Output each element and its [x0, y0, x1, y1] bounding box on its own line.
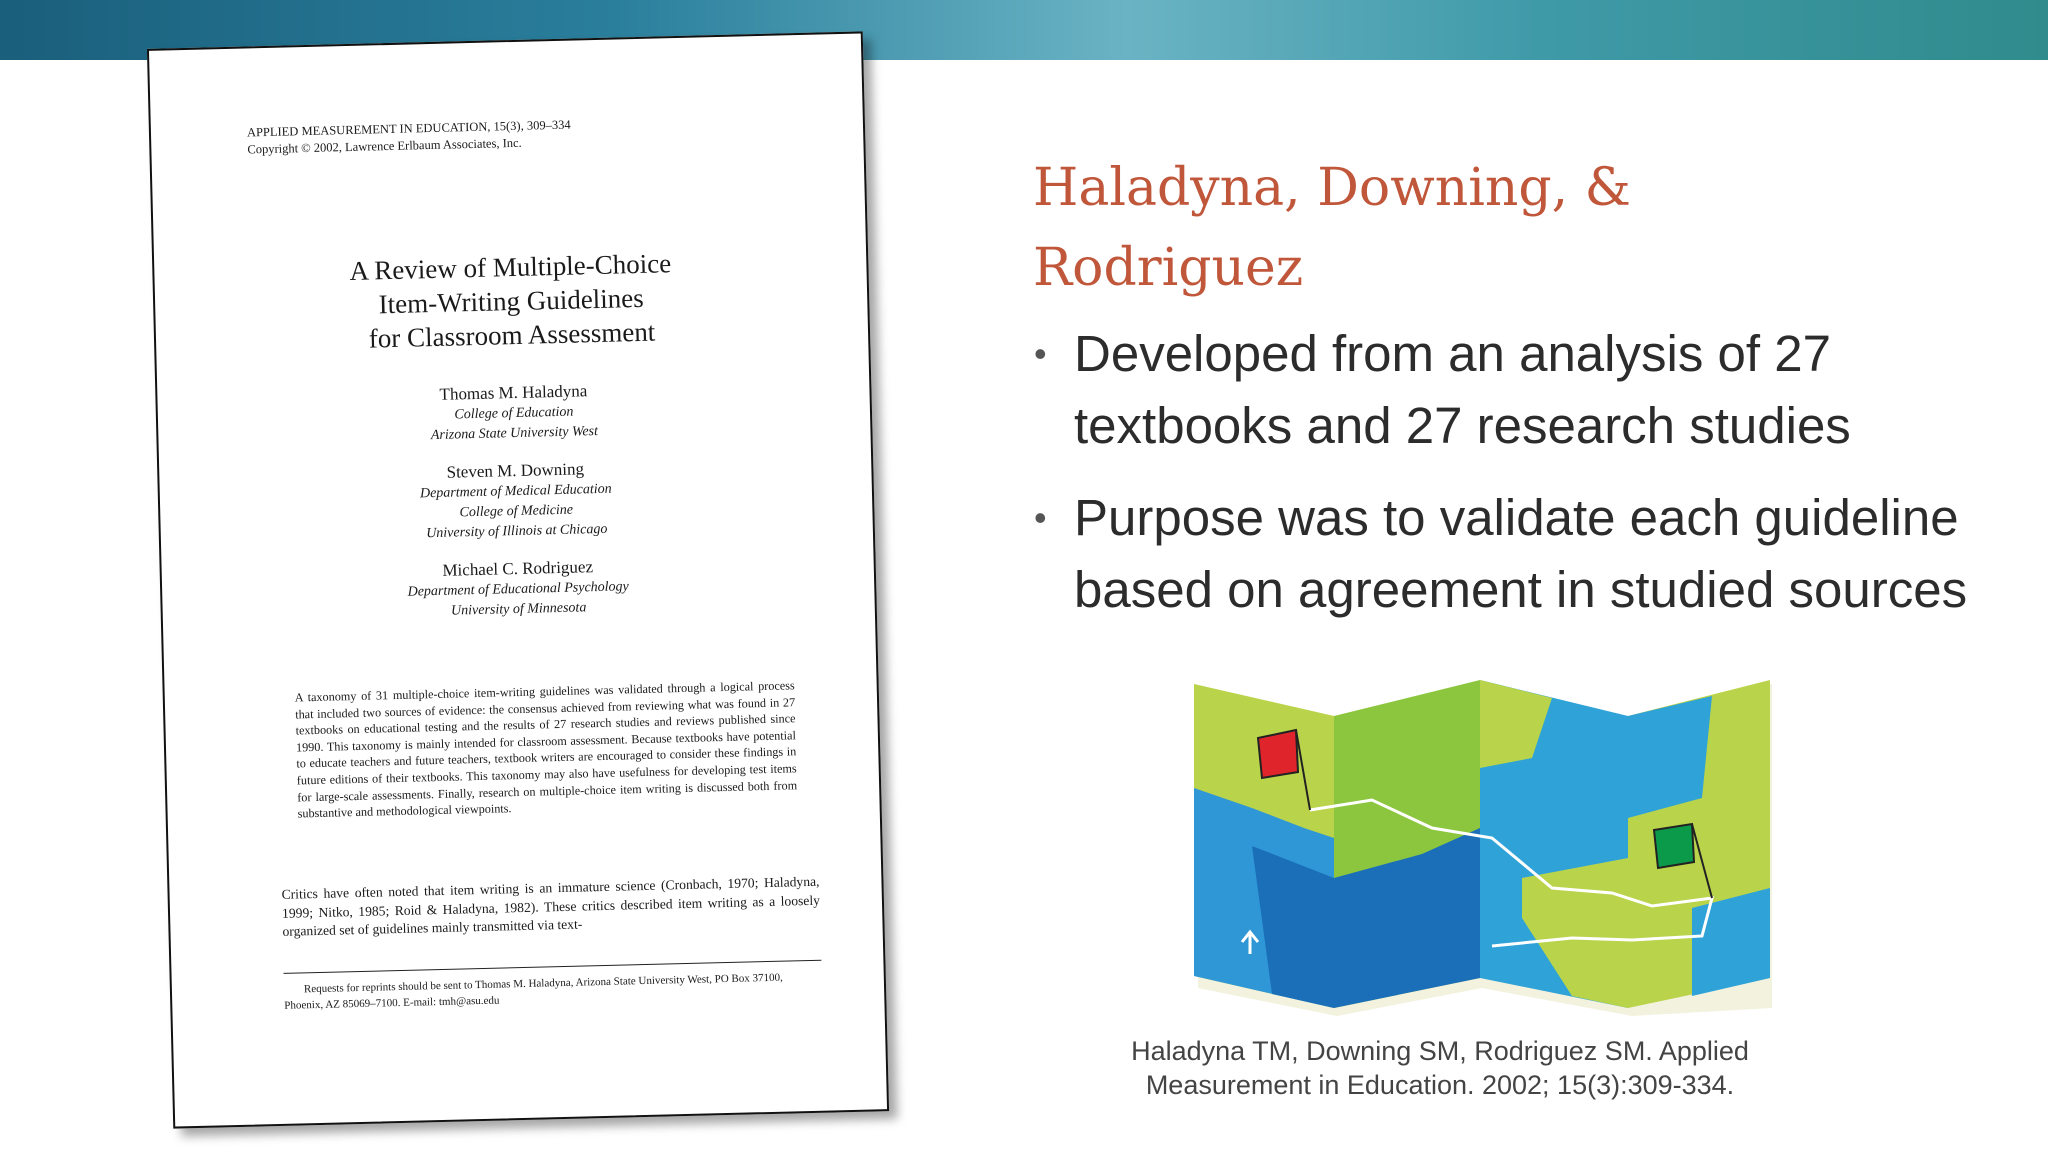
bullet-dot-icon: •	[1034, 333, 1047, 374]
author-name: Steven M. Downing	[446, 459, 585, 482]
author-affiliation: College of Education	[454, 404, 574, 423]
bullet-text: Purpose was to validate each guideline based on agreement in studied sources	[1074, 489, 1968, 618]
author-affiliation: Department of Medical Education	[419, 481, 612, 502]
bullet-dot-icon: •	[1034, 497, 1047, 538]
author-name: Thomas M. Haladyna	[439, 381, 588, 404]
bullet-item	[1034, 482, 1974, 626]
author-name: Michael C. Rodriguez	[442, 557, 594, 580]
bullet-text: Developed from an analysis of 27 textbooks and 27 research studies	[1074, 325, 1851, 454]
bullet-item	[1034, 318, 1974, 462]
paper-page-image	[147, 31, 889, 1128]
paper-abstract: A taxonomy of 31 multiple-choice item-writing guidelines was validated through a logical process that included two sources of evidence: the consensus achieved from reviewing what was found in 27 textbooks on educational testing and the results of 27 research studies and reviews published since 1990. This taxonomy is mainly intended for classroom assessment. Because textbooks have potential to educate teachers and future teachers, textbook writers are encouraged to consider these findings in future editions of their textbooks. This taxonomy may also have usefulness for developing test items for large-scale assessments. Finally, research on multiple-choice item writing is discussed both from substantive and methodological viewpoints.	[294, 678, 798, 821]
slide-heading	[1033, 148, 1733, 308]
citation-line: Haladyna TM, Downing SM, Rodriguez SM. Applied	[1131, 1036, 1749, 1066]
slide-heading-line: Rodriguez	[1033, 238, 1304, 298]
author-affiliation: College of Medicine	[459, 502, 574, 521]
paper-title-line: A Review of Multiple-Choice	[349, 248, 672, 287]
journal-line: APPLIED MEASUREMENT IN EDUCATION, 15(3), 309–334	[246, 117, 571, 140]
paper-title	[154, 241, 868, 360]
slide-heading-line: Haladyna, Downing, &	[1033, 158, 1631, 218]
author-affiliation: Arizona State University West	[430, 424, 599, 444]
author-affiliation: Department of Educational Psychology	[407, 579, 629, 600]
copyright-line: Copyright © 2002, Lawrence Erlbaum Associates, Inc.	[247, 135, 522, 157]
paper-body-text: Critics have often noted that item writing is an immature science (Cronbach, 1970; Haladyna, 1999; Nitko, 1985; Roid & Haladyna, 1982). These critics described item writing as a loosely organized set of guidelines mainly transmitted via text-	[281, 873, 821, 939]
paper-footnote: Requests for reprints should be sent to Thomas M. Haladyna, Arizona State University West, PO Box 37100, Phoenix, AZ 85069–7100. E-mail: tmh@asu.edu	[284, 971, 783, 1012]
bullet-list	[1034, 318, 1974, 646]
citation-line: Measurement in Education. 2002; 15(3):309-334.	[1145, 1070, 1735, 1100]
paper-title-line: Item-Writing Guidelines	[378, 282, 645, 320]
author-affiliation: University of Illinois at Chicago	[426, 521, 608, 542]
folded-map-icon	[1192, 678, 1772, 1016]
author-affiliation: University of Minnesota	[450, 600, 587, 619]
paper-title-line: for Classroom Assessment	[368, 316, 656, 354]
journal-header	[247, 117, 571, 159]
citation	[1130, 1034, 1750, 1102]
